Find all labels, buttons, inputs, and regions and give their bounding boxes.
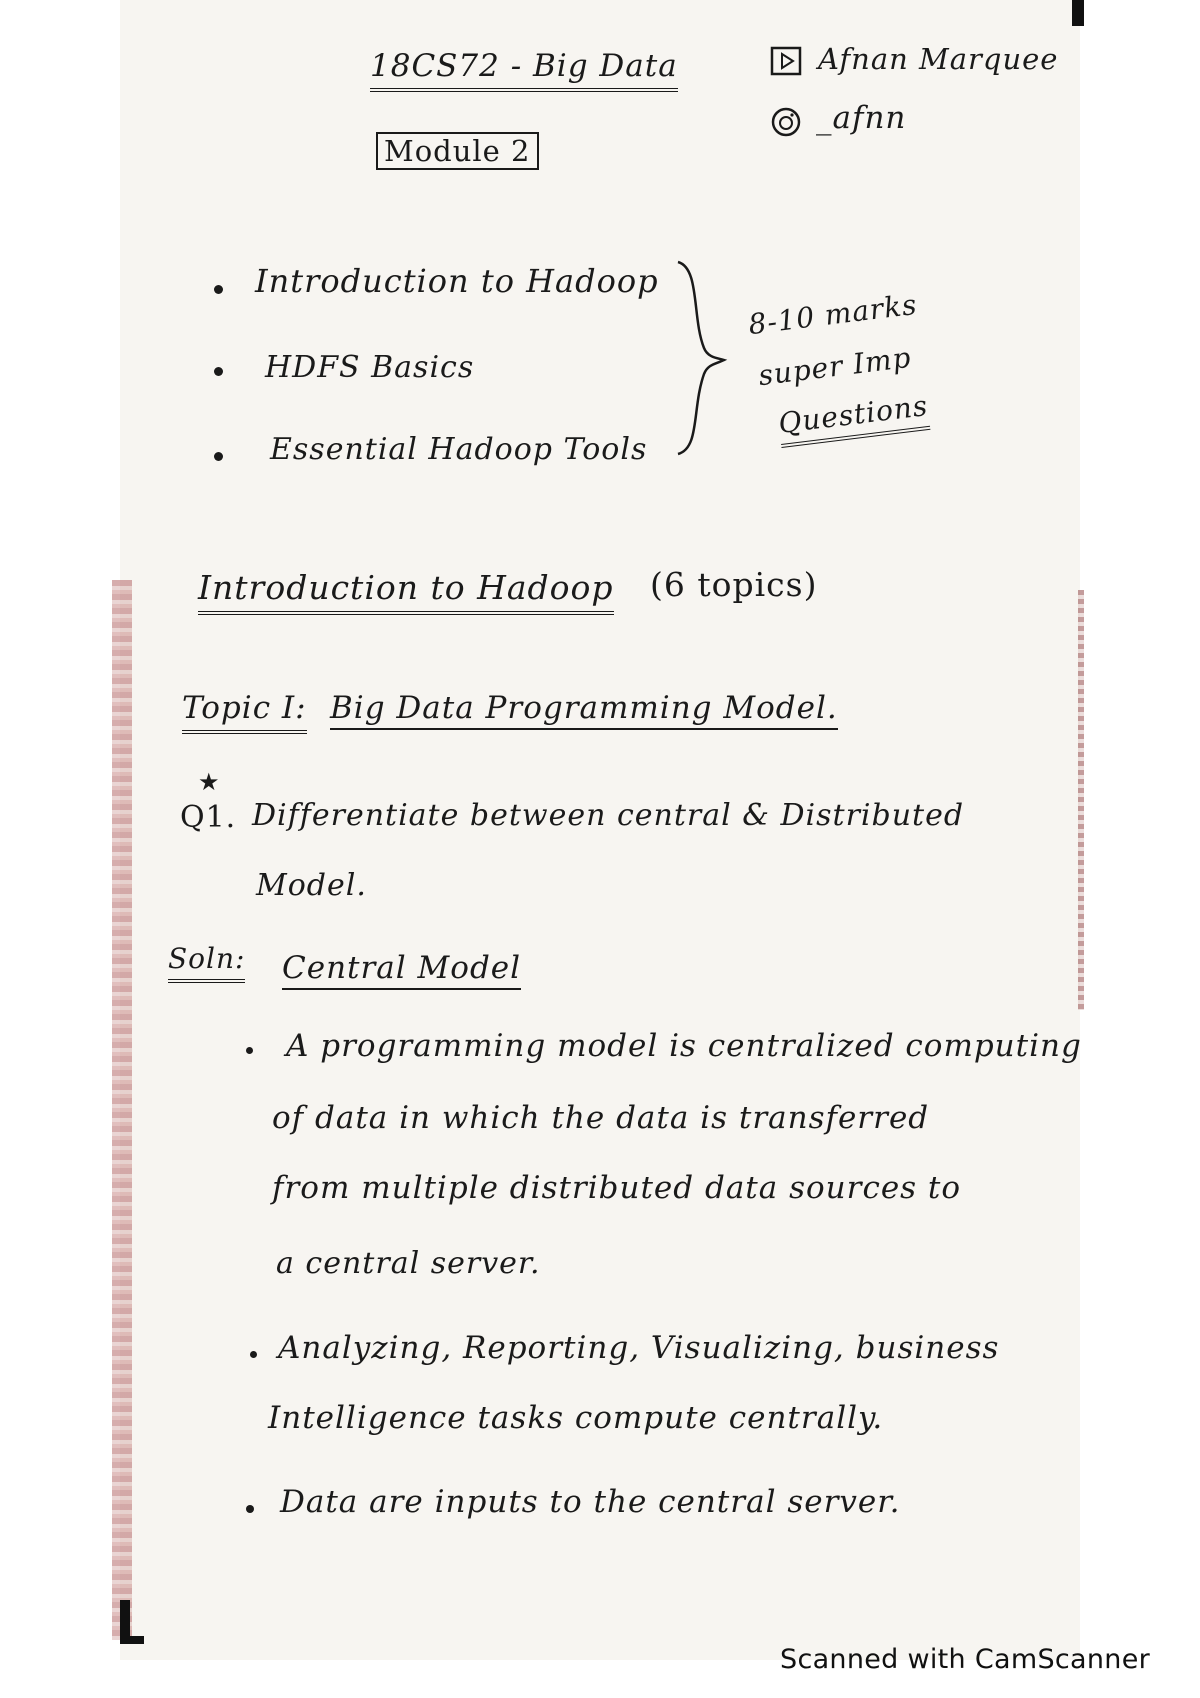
- page-edge-right: [1078, 590, 1084, 1010]
- youtube-channel-label: Afnan Marquee: [818, 42, 1059, 76]
- solution-text: of data in which the data is transferred: [272, 1100, 930, 1136]
- solution-text: from multiple distributed data sources to: [272, 1170, 962, 1206]
- solution-label: Soln:: [168, 942, 245, 975]
- bullet-dot: [214, 285, 223, 294]
- question-text: Model.: [256, 868, 367, 903]
- overview-topic: Essential Hadoop Tools: [270, 432, 648, 467]
- topic-label: Topic I:: [182, 690, 307, 726]
- curly-brace-icon: [670, 258, 730, 458]
- section-title: Introduction to Hadoop: [198, 568, 614, 607]
- solution-text: Data are inputs to the central server.: [280, 1484, 901, 1520]
- question-number: Q1.: [180, 800, 237, 835]
- solution-heading: Central Model: [282, 950, 521, 986]
- instagram-handle-label: _afnn: [816, 100, 907, 136]
- importance-note: Questions: [777, 389, 930, 440]
- solution-text: Intelligence tasks compute centrally.: [268, 1400, 884, 1436]
- solution-text: a central server.: [276, 1246, 541, 1281]
- bullet-dot: [214, 367, 223, 376]
- overview-topic: Introduction to Hadoop: [255, 262, 659, 300]
- important-star: ★: [198, 768, 221, 796]
- question-text: Differentiate between central & Distributed: [252, 798, 965, 833]
- module-label: Module 2: [376, 134, 539, 168]
- bullet-dot: [246, 1047, 253, 1054]
- youtube-icon: [770, 46, 802, 76]
- scan-corner-bottom-left: [120, 1600, 144, 1644]
- solution-text: A programming model is centralized computing: [286, 1028, 1082, 1064]
- importance-note: super Imp: [756, 340, 914, 393]
- section-topic-count: (6 topics): [650, 565, 818, 604]
- topic-title: Big Data Programming Model.: [330, 690, 838, 726]
- course-title: 18CS72 - Big Data: [370, 48, 678, 84]
- solution-text: Analyzing, Reporting, Visualizing, business: [278, 1330, 1000, 1366]
- scan-corner-top-right: [1072, 0, 1084, 26]
- bullet-dot: [246, 1505, 254, 1513]
- bullet-dot: [250, 1351, 257, 1358]
- bullet-dot: [214, 452, 223, 461]
- page-edge-left: [112, 580, 132, 1640]
- overview-topic: HDFS Basics: [265, 350, 475, 385]
- instagram-icon: [770, 106, 802, 138]
- scanner-watermark: Scanned with CamScanner: [780, 1644, 1151, 1675]
- importance-note: 8-10 marks: [746, 287, 920, 342]
